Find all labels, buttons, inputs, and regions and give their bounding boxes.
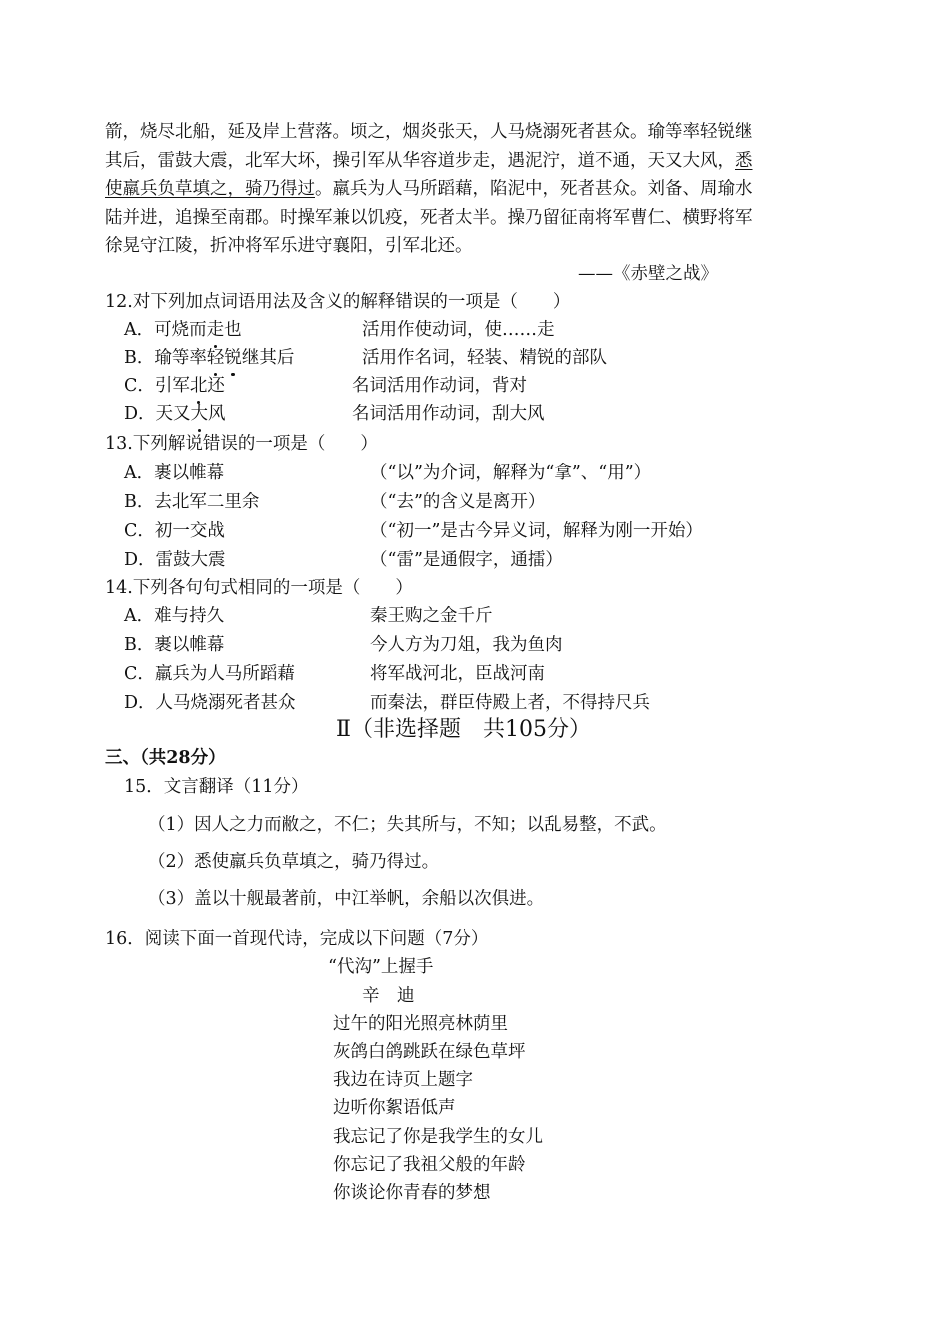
q12-option-b [124,346,294,370]
q12-b-post: 继其后 [241,348,295,368]
poem-line: 我忘记了你是我学生的女儿 [333,1127,543,1147]
q12-c-pre: C．引军 [124,376,190,396]
q12-c-dotted-word: 北 [189,376,208,396]
poem-line: 你忘记了我祖父般的年龄 [333,1155,526,1175]
q15-sentence-1: （1）因人之力而敝之，不仁；失其所与，不知；以乱易整，不武。 [148,815,667,835]
q12-b-explanation: 活用作名词，轻装、精锐的部队 [362,348,607,368]
passage-line-3 [105,177,753,201]
poem-title: “代沟”上握手 [328,957,434,977]
q12-c-post: 还 [207,376,225,396]
poem-line: 我边在诗页上题字 [333,1070,473,1090]
q13-b-explanation: （“去”的含义是离开） [370,492,546,512]
passage-source: ——《赤壁之战》 [578,264,718,284]
q12-d-pre: D．天又 [124,404,191,424]
q13-stem: 13.下列解说错误的一项是（ ） [105,434,378,454]
q14-option-a: A．难与持久 [124,606,225,626]
q12-b-dotted-word-2: 锐 [224,348,242,368]
passage-underlined-start: 悉 [735,151,753,171]
q14-a-pair: 秦王购之金千斤 [370,606,493,626]
passage-line-4: 陆并进，追操至南郡。时操军兼以饥疫，死者太半。操乃留征南将军曹仁、横野将军 [105,208,753,228]
passage-line-2-text: 其后，雷鼓大震，北军大坏，操引军从华容道步走，遇泥泞，道不通，天又大风， [105,151,735,171]
q12-option-a [124,318,242,342]
q16-stem: 16．阅读下面一首现代诗，完成以下问题（7分） [105,929,489,949]
q12-option-d [124,402,226,426]
q14-option-d: D．人马烧溺死者甚众 [124,693,296,713]
q13-d-explanation: （“雷”是通假字，通擂） [370,550,563,570]
part-2-heading: Ⅱ（非选择题 共105分） [336,717,591,742]
q13-c-explanation: （“初一”是古今异义词，解释为刚一开始） [370,521,703,541]
passage-line-3-text: 。羸兵为人马所蹈藉，陷泥中，死者甚众。刘备、周瑜水 [315,179,753,199]
section-3-heading: 三、（共28分） [105,748,226,768]
passage-line-1: 箭，烧尽北船，延及岸上营落。顷之，烟炎张天，人马烧溺死者甚众。瑜等率轻锐继 [105,122,753,142]
q12-d-explanation: 名词活用作动词，刮大风 [352,404,545,424]
q13-option-d: D．雷鼓大震 [124,550,226,570]
q14-option-b: B．裹以帷幕 [124,635,225,655]
q15-sentence-3: （3）盖以十舰最著前，中江举帆，余船以次俱进。 [148,889,545,909]
q12-a-post: 也 [224,320,242,340]
poem-line: 灰鸽白鸽跳跃在绿色草坪 [333,1042,526,1062]
q12-b-pre: B．瑜等率 [124,348,207,368]
poem-line: 过午的阳光照亮林荫里 [333,1014,508,1034]
q12-a-dotted-word: 走 [206,320,225,340]
passage-underlined-sentence: 使羸兵负草填之，骑乃得过 [105,179,315,199]
q14-c-pair: 将军战河北，臣战河南 [370,664,545,684]
q14-d-pair: 而秦法，群臣侍殿上者，不得持尺兵 [370,693,650,713]
passage-line-2 [105,149,753,173]
q13-a-explanation: （“以”为介词，解释为“拿”、“用”） [370,463,652,483]
q13-option-c: C．初一交战 [124,521,225,541]
q15-sentence-2: （2）悉使羸兵负草填之，骑乃得过。 [148,852,440,872]
q12-a-pre: A．可烧而 [124,320,207,340]
poem-line: 你谈论你青春的梦想 [333,1183,491,1203]
q15-stem: 15．文言翻译（11分） [124,777,309,797]
q12-c-explanation: 名词活用作动词，背对 [352,376,527,396]
passage-line-5: 徐晃守江陵，折冲将军乐进守襄阳，引军北还。 [105,236,473,256]
q14-stem: 14.下列各句句式相同的一项是（ ） [105,578,413,598]
q13-option-b: B．去北军二里余 [124,492,260,512]
q12-b-dotted-word-1: 轻 [206,348,225,368]
poem-author: 辛 迪 [362,986,415,1006]
q12-d-post: 风 [208,404,226,424]
q13-option-a: A．裹以帷幕 [124,463,225,483]
q14-option-c: C．羸兵为人马所蹈藉 [124,664,295,684]
q14-b-pair: 今人方为刀俎，我为鱼肉 [370,635,563,655]
q12-d-dotted-word: 大 [190,404,209,424]
q12-a-explanation: 活用作使动词，使……走 [362,320,555,340]
q12-stem: 12.对下列加点词语用法及含义的解释错误的一项是（ ） [105,292,571,312]
q12-option-c [124,374,225,398]
poem-line: 边听你絮语低声 [333,1098,456,1118]
